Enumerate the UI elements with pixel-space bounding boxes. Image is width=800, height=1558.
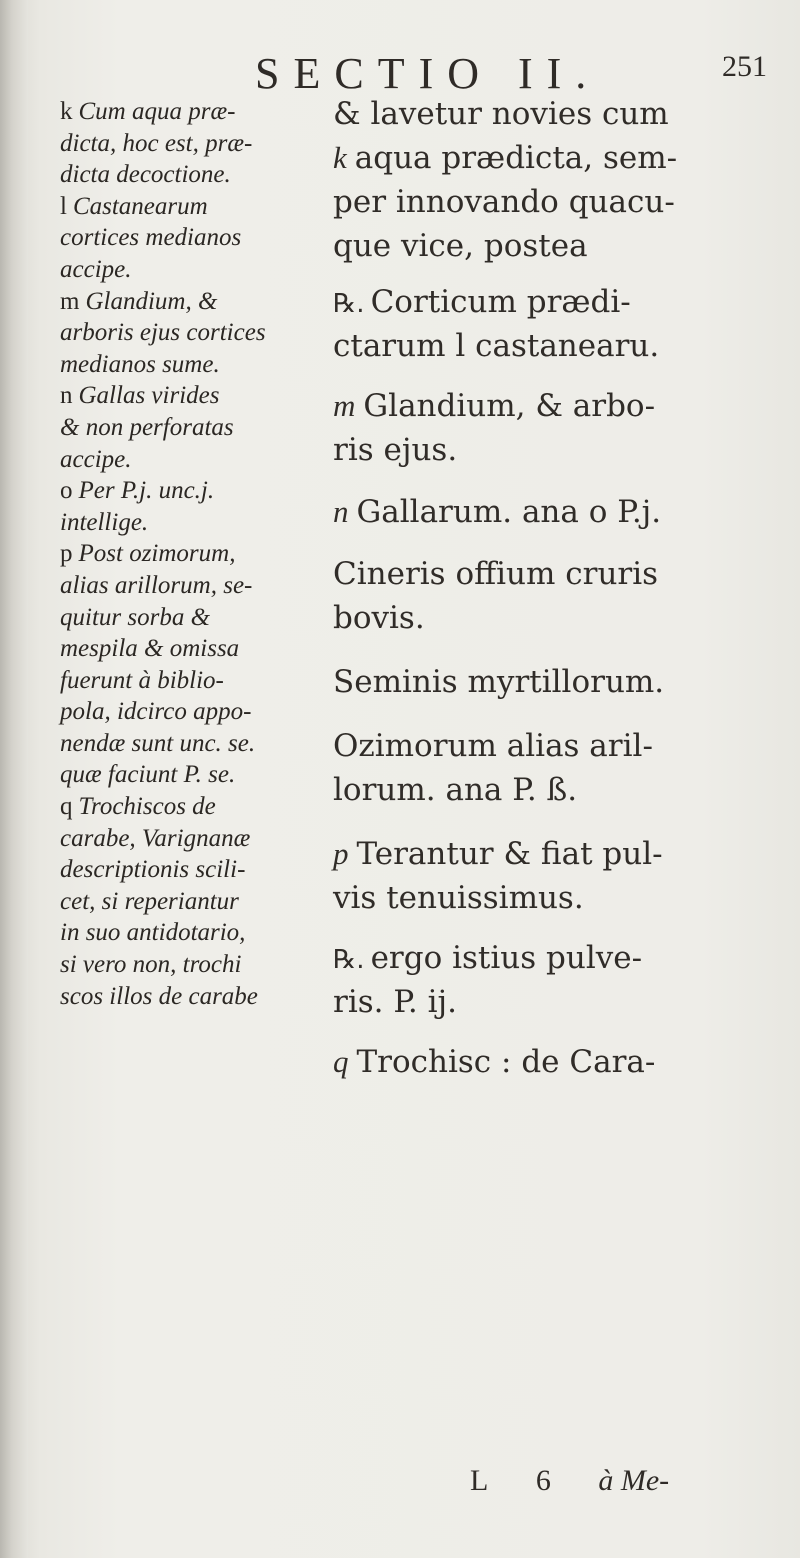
recipe-symbol: ℞. — [333, 945, 365, 975]
gloss-line-text: descriptionis scili- — [60, 856, 246, 884]
gloss-line-text: alias arillorum, se- — [60, 571, 253, 599]
gloss-line-text: carabe, Varignanæ — [60, 824, 251, 852]
gloss-line-text: Glandium, & — [85, 287, 218, 315]
gloss-line-text: & non perforatas — [60, 413, 234, 441]
text-line — [333, 284, 631, 320]
text-line — [333, 728, 653, 764]
note-key: q — [333, 1044, 349, 1079]
text-line — [333, 556, 658, 592]
gloss-line-text: Per P.j. unc.j. — [78, 477, 215, 505]
signature-number: 6 — [535, 1464, 551, 1497]
gloss-line — [60, 728, 330, 760]
text-line-content: que vice, postea — [333, 228, 588, 264]
text-line-content: Cineris offium cruris — [333, 556, 659, 592]
running-head: SECTIO II. — [255, 49, 601, 98]
gloss-line-text: Trochiscos de — [78, 793, 216, 821]
binding-gutter — [0, 0, 28, 1558]
gloss-line-text: scos illos de carabe — [60, 982, 258, 1010]
text-line — [333, 772, 577, 808]
note-key: n — [333, 494, 349, 529]
gloss-line-text: mespila & omissa — [60, 635, 240, 663]
gloss-line — [60, 412, 330, 444]
gloss-line — [60, 286, 330, 318]
gloss-line — [60, 128, 330, 160]
text-line — [333, 432, 457, 468]
gloss-line — [60, 665, 330, 697]
text-line — [333, 940, 642, 976]
gloss-line-text: in suo antidotario, — [60, 919, 246, 947]
marginal-gloss — [60, 96, 330, 1012]
gloss-line — [60, 791, 330, 823]
gloss-line — [60, 602, 330, 634]
gloss-line-text: intellige. — [60, 508, 149, 536]
gloss-line-text: quitur sorba & — [60, 603, 211, 631]
gloss-note-key: l — [60, 192, 67, 220]
text-line — [333, 388, 655, 424]
gloss-line-text: Post ozimorum, — [78, 540, 236, 568]
gloss-line — [60, 917, 330, 949]
gloss-line — [60, 696, 330, 728]
gloss-line — [60, 96, 330, 128]
recipe-symbol: ℞. — [333, 289, 365, 319]
gloss-line-text: dicta decoctione. — [60, 161, 231, 189]
note-key: k — [333, 140, 347, 175]
gloss-line-text: pola, idcirco appo- — [60, 698, 252, 726]
gloss-line — [60, 949, 330, 981]
gloss-line — [60, 159, 330, 191]
gloss-line-text: Gallas virides — [78, 382, 220, 410]
gloss-line — [60, 854, 330, 886]
text-line — [333, 1044, 655, 1080]
gloss-line-text: arboris ejus cortices — [60, 319, 266, 347]
gloss-line — [60, 507, 330, 539]
gloss-line-text: Castanearum — [72, 192, 208, 220]
gloss-line — [60, 759, 330, 791]
gloss-line — [60, 191, 330, 223]
gloss-line — [60, 981, 330, 1013]
text-line-content: ctarum l castanearu. — [333, 328, 660, 364]
gloss-note-key: o — [60, 477, 73, 505]
gloss-line — [60, 380, 330, 412]
gloss-line-text: dicta, hoc est, præ- — [60, 129, 253, 157]
text-line — [333, 140, 677, 176]
text-line-content: per innovando quacu- — [333, 184, 675, 220]
catchword: à Me- — [598, 1464, 670, 1497]
gloss-line-text: Cum aqua præ- — [78, 98, 236, 125]
text-line — [333, 600, 425, 636]
text-line — [333, 664, 664, 700]
gloss-line-text: accipe. — [60, 445, 132, 473]
note-key: p — [333, 836, 349, 871]
text-line-content: Trochisc : de Cara- — [356, 1044, 656, 1080]
main-text-column — [333, 96, 773, 1456]
page-number: 251 — [722, 50, 767, 83]
gloss-note-key: m — [60, 287, 80, 315]
gloss-note-key: k — [60, 98, 73, 125]
gloss-line — [60, 633, 330, 665]
text-line-content: & lavetur novies cum — [333, 96, 669, 132]
text-line-content: aqua prædicta, sem- — [354, 140, 678, 176]
text-line-content: vis tenuissimus. — [333, 880, 584, 916]
gloss-note-key: p — [60, 540, 73, 568]
text-line — [333, 184, 675, 220]
text-line — [333, 328, 659, 364]
gloss-line — [60, 475, 330, 507]
text-line-content: ergo istius pulve- — [370, 940, 643, 976]
text-line-content: bovis. — [333, 600, 425, 636]
text-line — [333, 228, 588, 264]
text-line — [333, 880, 584, 916]
gloss-line-text: cortices medianos — [60, 224, 242, 252]
text-line-content: Ozimorum alias aril- — [333, 728, 653, 764]
gloss-line-text: cet, si reperiantur — [60, 887, 239, 915]
gloss-line-text: nendæ sunt unc. se. — [60, 729, 256, 757]
text-line-content: Seminis myrtillorum. — [333, 664, 665, 700]
text-line-content: Gallarum. ana o P.j. — [356, 494, 662, 530]
text-line — [333, 494, 661, 530]
gloss-line — [60, 444, 330, 476]
text-line-content: ris ejus. — [333, 432, 458, 468]
text-line — [333, 96, 669, 132]
page-footer — [470, 1464, 709, 1498]
text-line — [333, 984, 457, 1020]
gloss-line — [60, 570, 330, 602]
text-line-content: lorum. ana P. ß. — [333, 772, 578, 808]
gloss-line — [60, 222, 330, 254]
gloss-line — [60, 317, 330, 349]
gloss-line — [60, 349, 330, 381]
text-line-content: ris. P. ij. — [333, 984, 458, 1020]
gloss-line — [60, 538, 330, 570]
note-key: m — [333, 388, 356, 423]
gloss-note-key: q — [60, 793, 73, 821]
text-line-content: Glandium, & arbo- — [363, 388, 656, 424]
gloss-line — [60, 823, 330, 855]
text-line-content: Terantur & fiat pul- — [356, 836, 663, 872]
gloss-line-text: accipe. — [60, 255, 132, 283]
gloss-line-text: medianos sume. — [60, 350, 220, 378]
signature-mark: L — [470, 1464, 489, 1497]
gloss-line-text: si vero non, trochi — [60, 951, 242, 979]
text-line — [333, 836, 663, 872]
gloss-note-key: n — [60, 382, 73, 410]
gloss-line-text: quæ faciunt P. se. — [60, 761, 236, 789]
gloss-line-text: fuerunt à biblio- — [60, 666, 224, 694]
text-line-content: Corticum prædi- — [370, 284, 631, 320]
gloss-line — [60, 254, 330, 286]
gloss-line — [60, 886, 330, 918]
